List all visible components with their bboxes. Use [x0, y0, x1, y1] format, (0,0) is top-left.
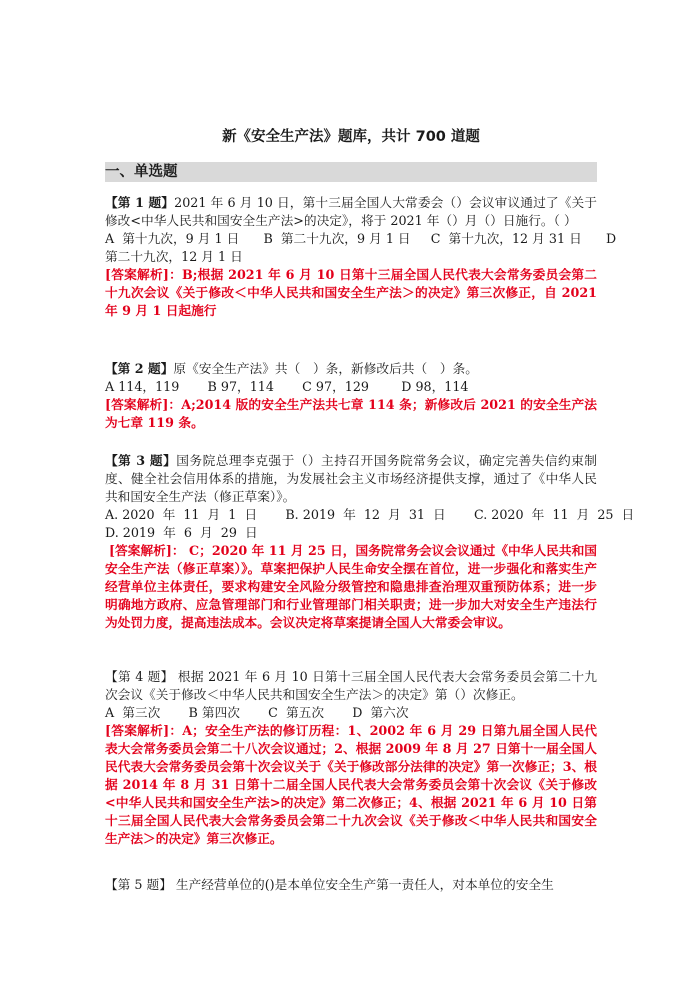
question-1: [105, 194, 617, 320]
question-2: [105, 360, 597, 432]
question-options: A 114，119 B 97，114 C 97，129 D 98，114: [105, 379, 469, 394]
question-number: 【第 1 题】: [105, 195, 175, 210]
question-number: 【第 4 题】: [105, 669, 174, 684]
question-text: 2021 年 6 月 10 日，第十三届全国人大常委会（）会议审议通过了《关于修改<中华人民共和国安全生产法>的决定》，将于 2021 年（）月（）日施行。（ ）: [105, 195, 597, 228]
question-options-cont: D. 2019 年 6 月 29 日: [105, 525, 258, 540]
question-text: 原《安全生产法》共（ ）条，新修改后共（ ）条。: [173, 361, 478, 376]
answer-explanation: [答案解析]： C；2020 年 11 月 25 日，国务院常务会议会议通过《中华人民共和国安全生产法（修正草案）》。草案把保护人民生命安全摆在首位，进一步强化和落实生产经营单位主体责任，要求构建安全风险分级管控和隐患排查治理双重预防体系；进一步明确地方政府、应急管理部门和行业管理部门相关职责；进一步加大对安全生产违法行为处罚力度，提高违法成本。会议决定将草案提请全国人大常委会审议。: [105, 543, 597, 630]
question-number: 【第 2 题】: [105, 361, 174, 376]
document-title: 新《安全生产法》题库，共计 700 道题: [222, 129, 480, 145]
answer-explanation: [答案解析]：B;根据 2021 年 6 月 10 日第十三届全国人民代表大会常务委员会第二十九次会议《关于修改＜中华人民共和国安全生产法＞的决定》第三次修正，自 2021 年 9 月 1 日起施行: [105, 267, 597, 318]
question-options: A. 2020 年 11 月 1 日 B. 2019 年 12 月 31 日 C. 2020 年 11 月 25 日: [105, 507, 635, 522]
answer-explanation: [答案解析]：A;2014 版的安全生产法共七章 114 条；新修改后 2021 的安全生产法为七章 119 条。: [105, 397, 597, 430]
question-number: 【第 5 题】: [105, 877, 172, 892]
question-stem: [105, 668, 597, 704]
section-heading: 一、单选题: [105, 162, 597, 182]
question-text: 国务院总理李克强于（）主持召开国务院常务会议，确定完善失信约束制度、健全社会信用体系的措施，为发展社会主义市场经济提供支撑，通过了《中华人民共和国安全生产法（修正草案）》。: [105, 453, 597, 504]
question-stem: [105, 360, 597, 378]
question-5: [105, 876, 597, 894]
question-text: 生产经营单位的()是本单位安全生产第一责任人，对本单位的安全生: [171, 877, 554, 892]
answer-explanation: [答案解析]：A；安全生产法的修订历程：1、2002 年 6 月 29 日第九届全国人民代表大会常务委员会第二十八次会议通过；2、根据 2009 年 8 月 27 日第十一届全国人民代表大会常务委员会第十次会议关于《关于修改部分法律的决定》第一次修正；3、根据 2014 年 8 月 31 日第十二届全国人民代表大会常务委员会第十次会议《关于修改<中华人民共和国安全生产法>的决定》第二次修正；4、根据 2021 年 6 月 10 日第十三届全国人民代表大会常务委员会第二十九次会议《关于修改＜中华人民共和国安全生产法＞的决定》第三次修正。: [105, 723, 597, 846]
question-stem: [105, 876, 597, 894]
question-options-cont: 第二十九次，12 月 1 日: [105, 249, 243, 264]
question-3: [105, 452, 635, 632]
question-options: A 第十九次，9 月 1 日 B 第二十九次，9 月 1 日 C 第十九次，12 月 31 日 D: [105, 231, 617, 246]
question-stem: [105, 194, 597, 230]
question-text: 根据 2021 年 6 月 10 日第十三届全国人民代表大会常务委员会第二十九次会议《关于修改＜中华人民共和国安全生产法＞的决定》第（）次修正。: [105, 669, 597, 702]
question-stem: [105, 452, 597, 506]
question-4: [105, 668, 597, 848]
question-options: A 第三次 B 第四次 C 第五次 D 第六次: [105, 705, 409, 720]
question-number: 【第 3 题】: [105, 453, 177, 468]
